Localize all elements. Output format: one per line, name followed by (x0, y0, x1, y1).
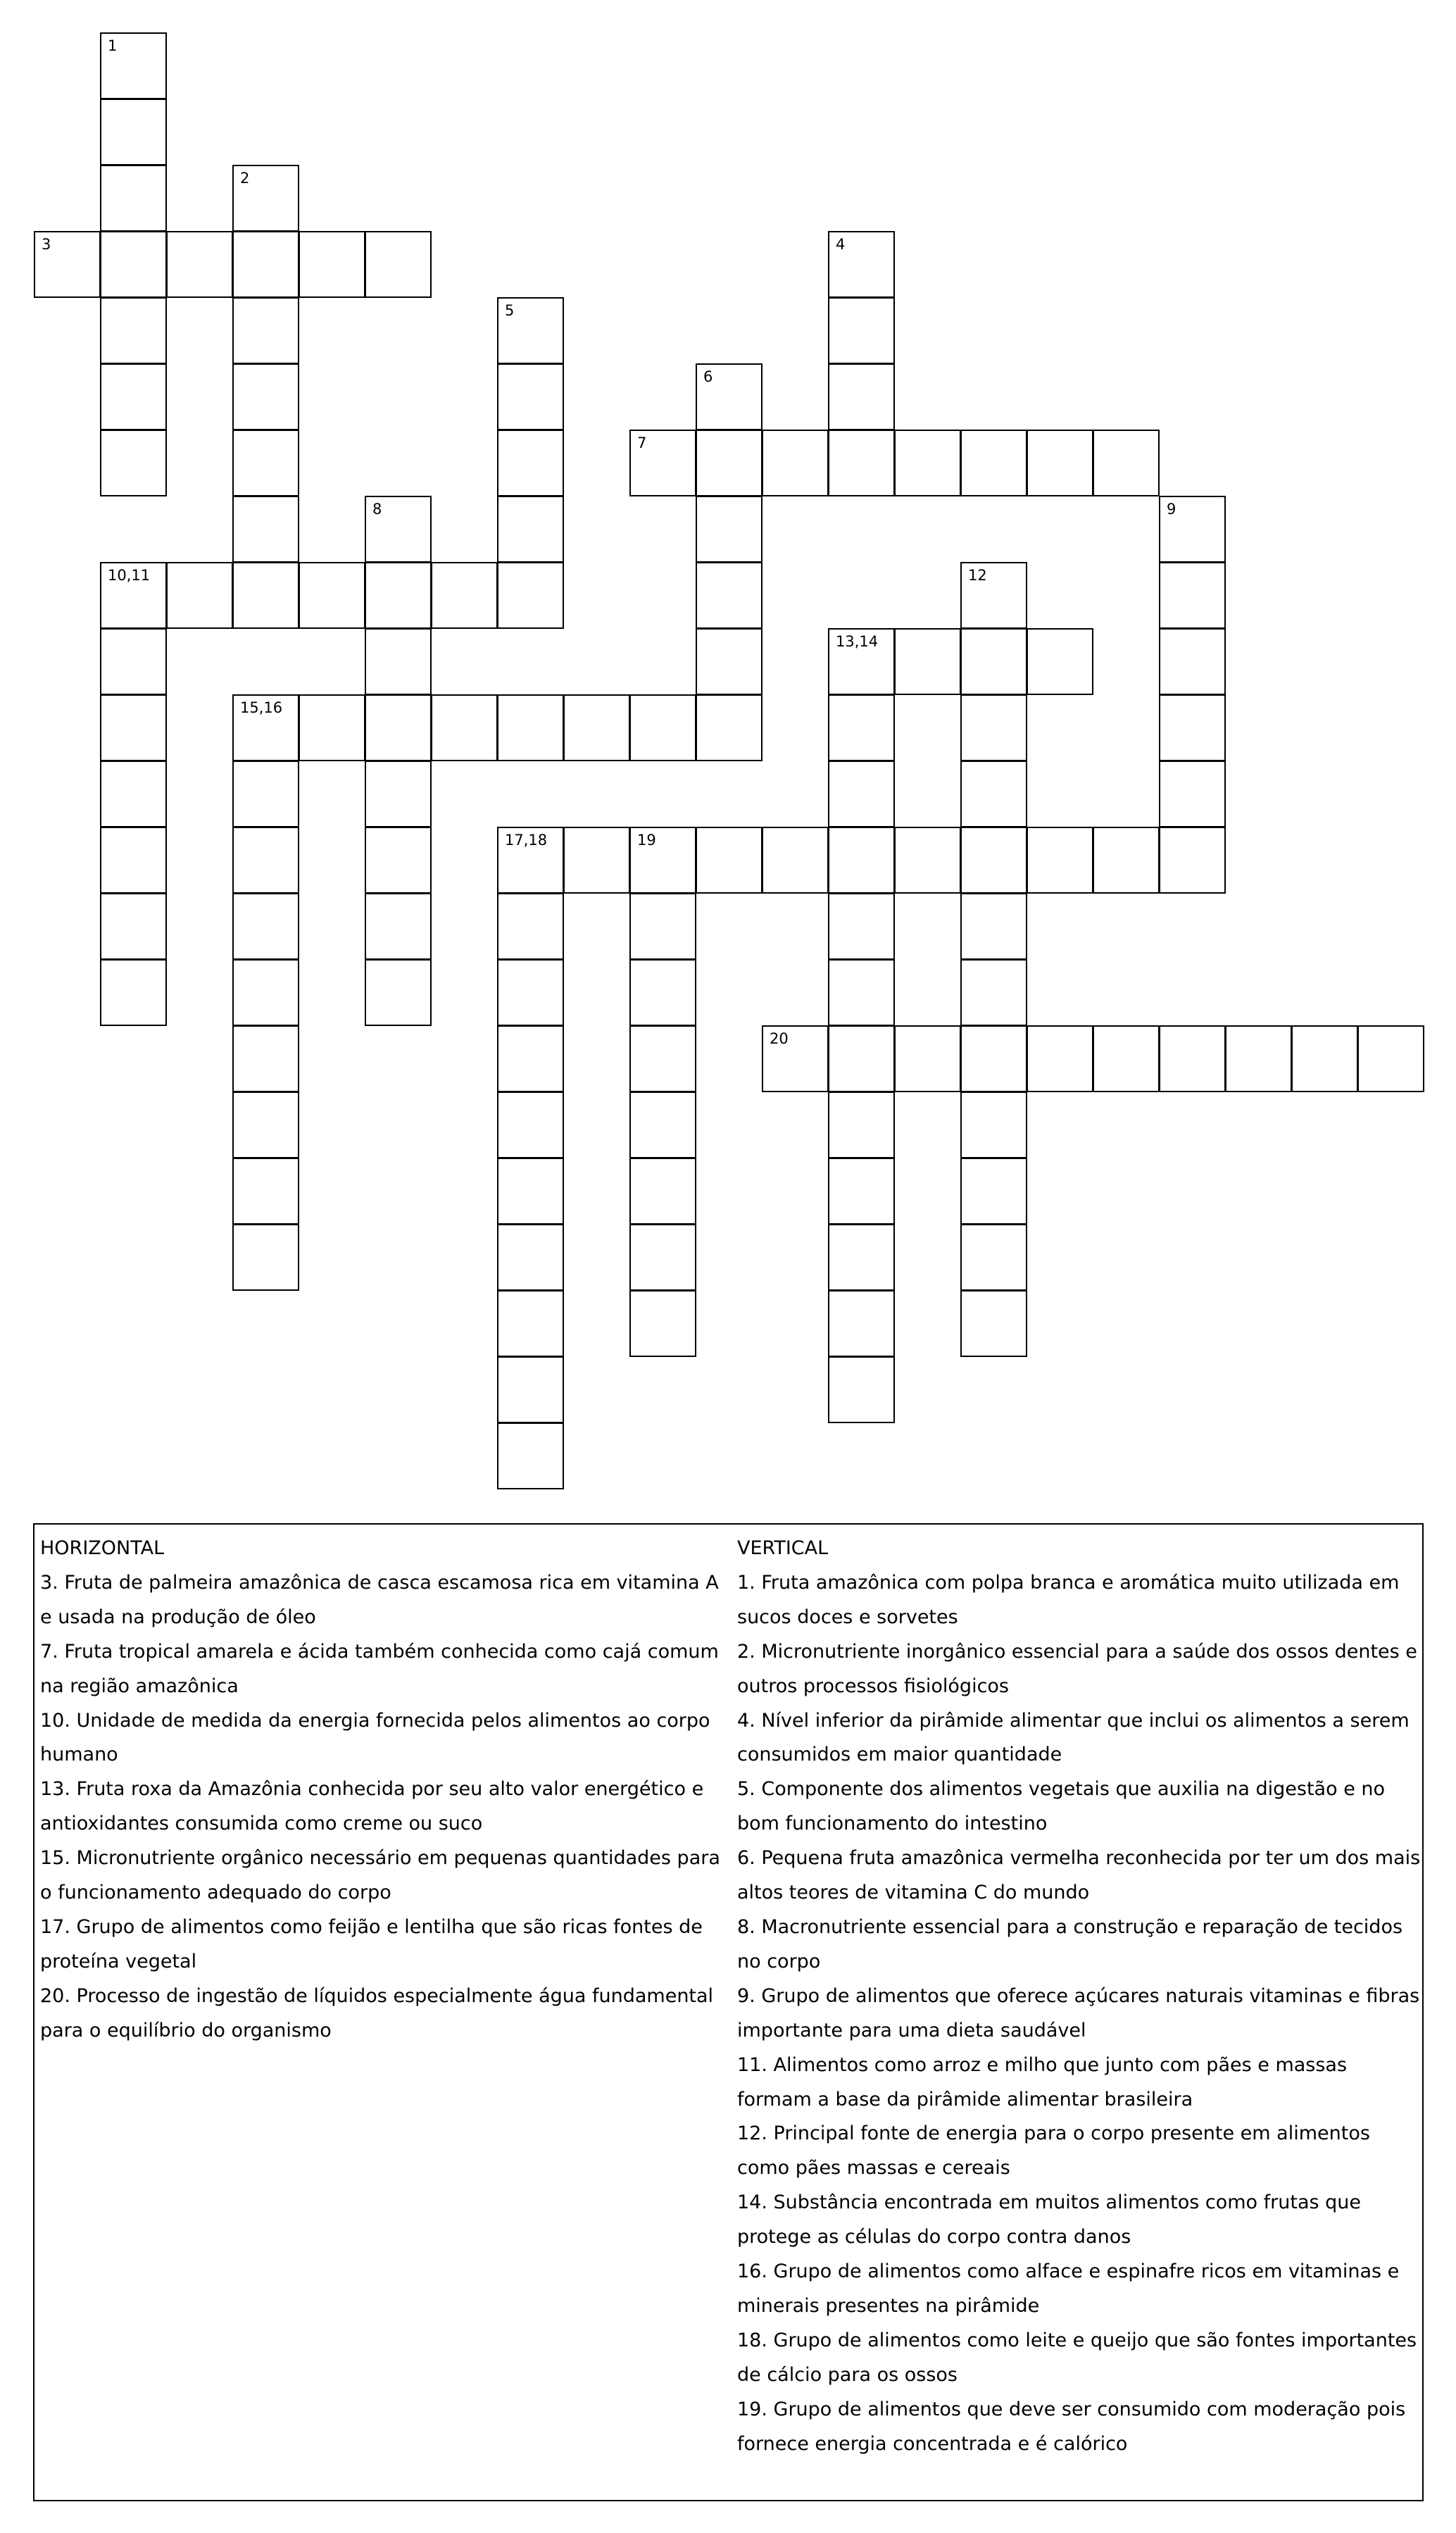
clue-v-8: 8. Macronutriente essencial para a construção e reparação de tecidos no corpo (737, 1915, 1403, 1972)
crossword-cell[interactable] (497, 827, 564, 894)
crossword-cell[interactable] (497, 297, 564, 364)
crossword-cell[interactable] (894, 827, 961, 894)
crossword-cell[interactable] (232, 1158, 299, 1225)
crossword-cell[interactable] (960, 1224, 1027, 1291)
crossword-cell[interactable] (1159, 694, 1226, 761)
crossword-cell[interactable] (497, 1224, 564, 1291)
crossword-cell[interactable] (1159, 562, 1226, 629)
crossword-cell[interactable] (431, 694, 498, 761)
crossword-cell[interactable] (497, 1290, 564, 1357)
clue-v-6: 6. Pequena fruta amazônica vermelha reconhecida por ter um dos mais altos teores de vitamina C do mundo (737, 1847, 1421, 1904)
crossword-cell[interactable] (1027, 628, 1093, 695)
crossword-cell[interactable] (629, 694, 696, 761)
crossword-cell[interactable] (365, 628, 432, 695)
crossword-cell[interactable] (629, 1158, 696, 1225)
crossword-cell[interactable] (100, 32, 167, 99)
crossword-cell[interactable] (166, 231, 233, 298)
crossword-cell[interactable] (100, 562, 167, 629)
crossword-cell[interactable] (828, 1158, 895, 1225)
crossword-cell[interactable] (960, 430, 1027, 496)
clue-v-1: 1. Fruta amazônica com polpa branca e aromática muito utilizada em sucos doces e sorvetes (737, 1571, 1400, 1628)
cell-number-4: 4 (836, 236, 846, 253)
crossword-cell[interactable] (232, 761, 299, 827)
crossword-cell[interactable] (365, 496, 432, 563)
crossword-cell[interactable] (960, 1092, 1027, 1158)
cell-number-2: 2 (240, 170, 250, 187)
clue-h-10: 10. Unidade de medida da energia fornecida pelos alimentos ao corpo humano (40, 1709, 710, 1766)
crossword-cell[interactable] (960, 628, 1027, 695)
crossword-cell[interactable] (696, 628, 762, 695)
cell-number-3: 3 (42, 236, 51, 253)
crossword-cell[interactable] (497, 893, 564, 960)
crossword-cell[interactable] (894, 430, 961, 496)
cell-number-9: 9 (1167, 501, 1176, 518)
crossword-cell[interactable] (828, 430, 895, 496)
crossword-cell[interactable] (166, 562, 233, 629)
crossword-cell[interactable] (232, 959, 299, 1026)
crossword-cell[interactable] (100, 231, 167, 298)
crossword-cell[interactable] (232, 1092, 299, 1158)
crossword-cell[interactable] (828, 231, 895, 298)
clue-v-12: 12. Principal fonte de energia para o corpo presente em alimentos como pães massas e cereais (737, 2122, 1370, 2179)
crossword-cell[interactable] (299, 231, 365, 298)
clue-v-14: 14. Substância encontrada em muitos alimentos como frutas que protege as células do corpo contra danos (737, 2191, 1362, 2249)
crossword-cell[interactable] (365, 893, 432, 960)
crossword-cell[interactable] (828, 959, 895, 1026)
crossword-cell[interactable] (629, 893, 696, 960)
crossword-cell[interactable] (696, 363, 762, 430)
crossword-cell[interactable] (696, 430, 762, 496)
crossword-cell[interactable] (365, 231, 432, 298)
clue-h-20: 20. Processo de ingestão de líquidos especialmente água fundamental para o equilíbrio do organismo (40, 1984, 714, 2041)
crossword-cell[interactable] (365, 694, 432, 761)
crossword-cell[interactable] (100, 297, 167, 364)
crossword-cell[interactable] (299, 562, 365, 629)
crossword-cell[interactable] (232, 1025, 299, 1092)
crossword-cell[interactable] (828, 893, 895, 960)
horizontal-heading: HORIZONTAL (40, 1537, 165, 1559)
crossword-cell[interactable] (828, 1092, 895, 1158)
clue-v-18: 18. Grupo de alimentos como leite e queijo que são fontes importantes de cálcio para os ossos (737, 2329, 1417, 2386)
crossword-cell[interactable] (100, 893, 167, 960)
crossword-cell[interactable] (629, 1290, 696, 1357)
crossword-cell[interactable] (696, 694, 762, 761)
crossword-cell[interactable] (762, 827, 829, 894)
crossword-cell[interactable] (232, 827, 299, 894)
crossword-cell[interactable] (960, 761, 1027, 827)
cell-number-1: 1 (108, 37, 118, 54)
crossword-cell[interactable] (365, 761, 432, 827)
crossword-cell[interactable] (232, 496, 299, 563)
crossword-cell[interactable] (1093, 1025, 1160, 1092)
crossword-cell[interactable] (1159, 1025, 1226, 1092)
crossword-cell[interactable] (232, 363, 299, 430)
crossword-cell[interactable] (828, 297, 895, 364)
cell-number-10-11: 10,11 (108, 567, 151, 584)
crossword-cell[interactable] (1225, 1025, 1292, 1092)
crossword-cell[interactable] (232, 562, 299, 629)
clue-v-2: 2. Micronutriente inorgânico essencial para a saúde dos ossos dentes e outros processos fisiológicos (737, 1640, 1417, 1697)
crossword-cell[interactable] (629, 827, 696, 894)
horizontal-clues (40, 1532, 727, 2049)
crossword-cell[interactable] (960, 1158, 1027, 1225)
cell-number-12: 12 (968, 567, 987, 584)
crossword-cell[interactable] (828, 761, 895, 827)
crossword-cell[interactable] (1357, 1025, 1424, 1092)
cell-number-5: 5 (505, 302, 515, 319)
crossword-cell[interactable] (232, 694, 299, 761)
crossword-cell[interactable] (1159, 827, 1226, 894)
crossword-cell[interactable] (299, 694, 365, 761)
cell-number-19: 19 (637, 832, 656, 849)
cell-number-20: 20 (770, 1030, 789, 1047)
crossword-cell[interactable] (232, 1224, 299, 1291)
crossword-cell[interactable] (100, 430, 167, 496)
crossword-cell[interactable] (365, 827, 432, 894)
cell-number-8: 8 (372, 501, 382, 518)
crossword-cell[interactable] (232, 165, 299, 232)
cell-number-6: 6 (703, 368, 713, 385)
crossword-cell[interactable] (1159, 628, 1226, 695)
clue-v-16: 16. Grupo de alimentos como alface e espinafre ricos em vitaminas e minerais presentes na pirâmide (737, 2260, 1400, 2317)
crossword-cell[interactable] (1291, 1025, 1358, 1092)
crossword-cell[interactable] (1027, 1025, 1093, 1092)
crossword-cell[interactable] (497, 1422, 564, 1489)
crossword-cell[interactable] (960, 694, 1027, 761)
crossword-cell[interactable] (894, 628, 961, 695)
crossword-cell[interactable] (1159, 761, 1226, 827)
crossword-cell[interactable] (960, 1290, 1027, 1357)
crossword-cell[interactable] (100, 694, 167, 761)
clue-v-9: 9. Grupo de alimentos que oferece açúcares naturais vitaminas e fibras importante para uma dieta saudável (737, 1984, 1420, 2041)
crossword-cell[interactable] (960, 959, 1027, 1026)
crossword-cell[interactable] (100, 363, 167, 430)
crossword-cell[interactable] (629, 1224, 696, 1291)
crossword-cell[interactable] (762, 430, 829, 496)
crossword-cell[interactable] (960, 893, 1027, 960)
crossword-cell[interactable] (1093, 827, 1160, 894)
crossword-cell[interactable] (497, 430, 564, 496)
crossword-cell[interactable] (497, 1025, 564, 1092)
crossword-cell[interactable] (497, 496, 564, 563)
clue-h-15: 15. Micronutriente orgânico necessário em pequenas quantidades para o funcionamento adequado do corpo (40, 1847, 720, 1904)
clue-h-7: 7. Fruta tropical amarela e ácida também conhecida como cajá comum na região amazônica (40, 1640, 719, 1697)
crossword-cell[interactable] (431, 562, 498, 629)
crossword-cell[interactable] (497, 959, 564, 1026)
vertical-heading: VERTICAL (737, 1537, 829, 1559)
crossword-cell[interactable] (629, 1025, 696, 1092)
crossword-cell[interactable] (232, 297, 299, 364)
cell-number-7: 7 (637, 434, 647, 451)
crossword-cell[interactable] (1093, 430, 1160, 496)
crossword-cell[interactable] (497, 694, 564, 761)
crossword-cell[interactable] (629, 430, 696, 496)
crossword-cell[interactable] (497, 562, 564, 629)
crossword-cell[interactable] (828, 363, 895, 430)
crossword-cell[interactable] (828, 1224, 895, 1291)
clue-v-11: 11. Alimentos como arroz e milho que junto com pães e massas formam a base da pirâmide alimentar brasileira (737, 2053, 1348, 2110)
crossword-cell[interactable] (828, 628, 895, 695)
clue-h-3: 3. Fruta de palmeira amazônica de casca escamosa rica em vitamina A e usada na produção de óleo (40, 1571, 719, 1628)
crossword-cell[interactable] (365, 959, 432, 1026)
crossword-cell[interactable] (828, 827, 895, 894)
crossword-cell[interactable] (563, 694, 630, 761)
vertical-clues (737, 1532, 1424, 2461)
crossword-cell[interactable] (828, 1356, 895, 1423)
crossword-cell[interactable] (365, 562, 432, 629)
crossword-cell[interactable] (960, 1025, 1027, 1092)
crossword-cell[interactable] (497, 1356, 564, 1423)
clues-box (33, 1523, 1424, 2501)
crossword-cell[interactable] (100, 761, 167, 827)
crossword-cell[interactable] (762, 1025, 829, 1092)
crossword-cell[interactable] (828, 694, 895, 761)
crossword-cell[interactable] (960, 827, 1027, 894)
crossword-cell[interactable] (696, 827, 762, 894)
cell-number-15-16: 15,16 (240, 699, 283, 716)
crossword-cell[interactable] (100, 165, 167, 232)
crossword-cell[interactable] (232, 231, 299, 298)
crossword-cell[interactable] (100, 99, 167, 165)
crossword-cell[interactable] (100, 628, 167, 695)
clue-h-13: 13. Fruta roxa da Amazônia conhecida por seu alto valor energético e antioxidantes consumida como creme ou suco (40, 1778, 704, 1835)
crossword-cell[interactable] (563, 827, 630, 894)
crossword-cell[interactable] (828, 1290, 895, 1357)
crossword-cell[interactable] (629, 959, 696, 1026)
clue-v-5: 5. Componente dos alimentos vegetais que auxilia na digestão e no bom funcionamento do intestino (737, 1778, 1386, 1835)
crossword-cell[interactable] (696, 562, 762, 629)
crossword-cell[interactable] (497, 1092, 564, 1158)
clue-h-17: 17. Grupo de alimentos como feijão e lentilha que são ricas fontes de proteína vegetal (40, 1915, 703, 1972)
crossword-cell[interactable] (828, 1025, 895, 1092)
crossword-cell[interactable] (497, 1158, 564, 1225)
crossword-cell[interactable] (629, 1092, 696, 1158)
clue-v-4: 4. Nível inferior da pirâmide alimentar que inclui os alimentos a serem consumidos em maior quantidade (737, 1709, 1410, 1766)
crossword-cell[interactable] (497, 363, 564, 430)
clue-v-19: 19. Grupo de alimentos que deve ser consumido com moderação pois fornece energia concentrada e é calórico (737, 2398, 1406, 2455)
crossword-cell[interactable] (34, 231, 101, 298)
crossword-cell[interactable] (1027, 430, 1093, 496)
crossword-cell[interactable] (100, 959, 167, 1026)
crossword-cell[interactable] (1027, 827, 1093, 894)
crossword-cell[interactable] (696, 496, 762, 563)
crossword-cell[interactable] (1159, 496, 1226, 563)
crossword-cell[interactable] (100, 827, 167, 894)
crossword-cell[interactable] (232, 893, 299, 960)
cell-number-13-14: 13,14 (836, 633, 879, 650)
crossword-cell[interactable] (894, 1025, 961, 1092)
crossword-cell[interactable] (960, 562, 1027, 629)
cell-number-17-18: 17,18 (505, 832, 548, 849)
crossword-cell[interactable] (232, 430, 299, 496)
